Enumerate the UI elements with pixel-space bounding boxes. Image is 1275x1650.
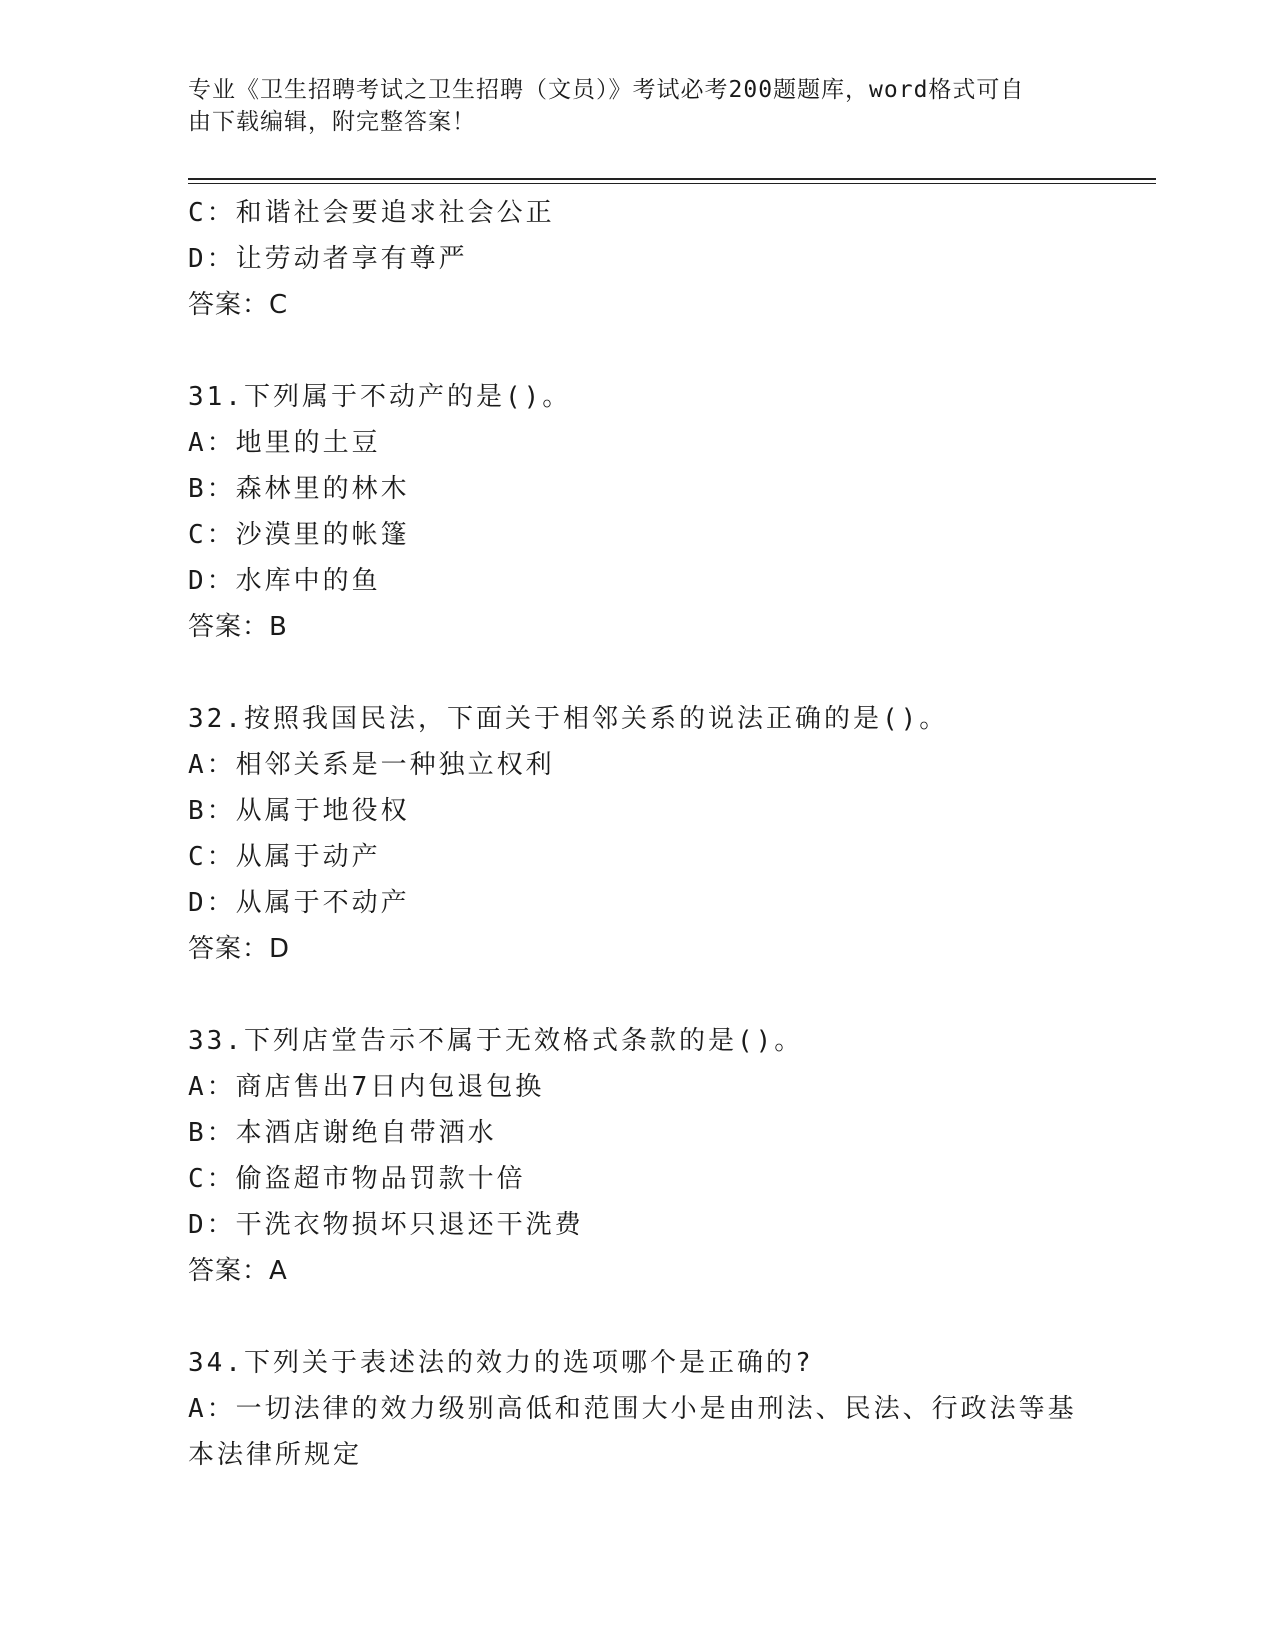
question-33 (188, 1018, 1088, 1294)
option-a: A：一切法律的效力级别高低和范围大小是由刑法、民法、行政法等基本法律所规定 (188, 1394, 1077, 1470)
spacer (188, 650, 1088, 696)
header-line-1: 专业《卫生招聘考试之卫生招聘（文员）》考试必考200题题库，word格式可自 (188, 77, 1025, 103)
option-b: B：从属于地役权 (188, 796, 410, 826)
answer-line: 答案：B (188, 612, 288, 642)
option-b: B：本酒店谢绝自带酒水 (188, 1118, 497, 1148)
question-stem: 34.下列关于表述法的效力的选项哪个是正确的? (188, 1348, 814, 1378)
spacer (188, 972, 1088, 1018)
question-stem: 31.下列属于不动产的是()。 (188, 382, 572, 412)
answer-line: 答案：D (188, 934, 291, 964)
option-d: D：从属于不动产 (188, 888, 410, 918)
question-content (188, 190, 1088, 1478)
option-b: B：森林里的林木 (188, 474, 410, 504)
question-stem: 33.下列店堂告示不属于无效格式条款的是()。 (188, 1026, 804, 1056)
option-a: A：地里的土豆 (188, 428, 381, 458)
spacer (188, 328, 1088, 374)
answer-line: 答案：A (188, 1256, 288, 1286)
answer-line: 答案：C (188, 290, 289, 320)
spacer (188, 1294, 1088, 1340)
carryover-question (188, 190, 1088, 328)
option-c: C：和谐社会要追求社会公正 (188, 198, 555, 228)
document-header (188, 74, 1068, 138)
option-c: C：沙漠里的帐篷 (188, 520, 410, 550)
question-31 (188, 374, 1088, 650)
question-34 (188, 1340, 1088, 1478)
question-32 (188, 696, 1088, 972)
option-c: C：从属于动产 (188, 842, 381, 872)
option-a: A：相邻关系是一种独立权利 (188, 750, 555, 780)
option-d: D：水库中的鱼 (188, 566, 381, 596)
option-d: D：干洗衣物损坏只退还干洗费 (188, 1210, 584, 1240)
header-line-2: 由下载编辑，附完整答案！ (188, 109, 476, 135)
option-d: D：让劳动者享有尊严 (188, 244, 468, 274)
header-divider (188, 178, 1156, 184)
option-c: C：偷盗超市物品罚款十倍 (188, 1164, 526, 1194)
option-a: A：商店售出7日内包退包换 (188, 1072, 545, 1102)
question-stem: 32.按照我国民法，下面关于相邻关系的说法正确的是()。 (188, 704, 949, 734)
